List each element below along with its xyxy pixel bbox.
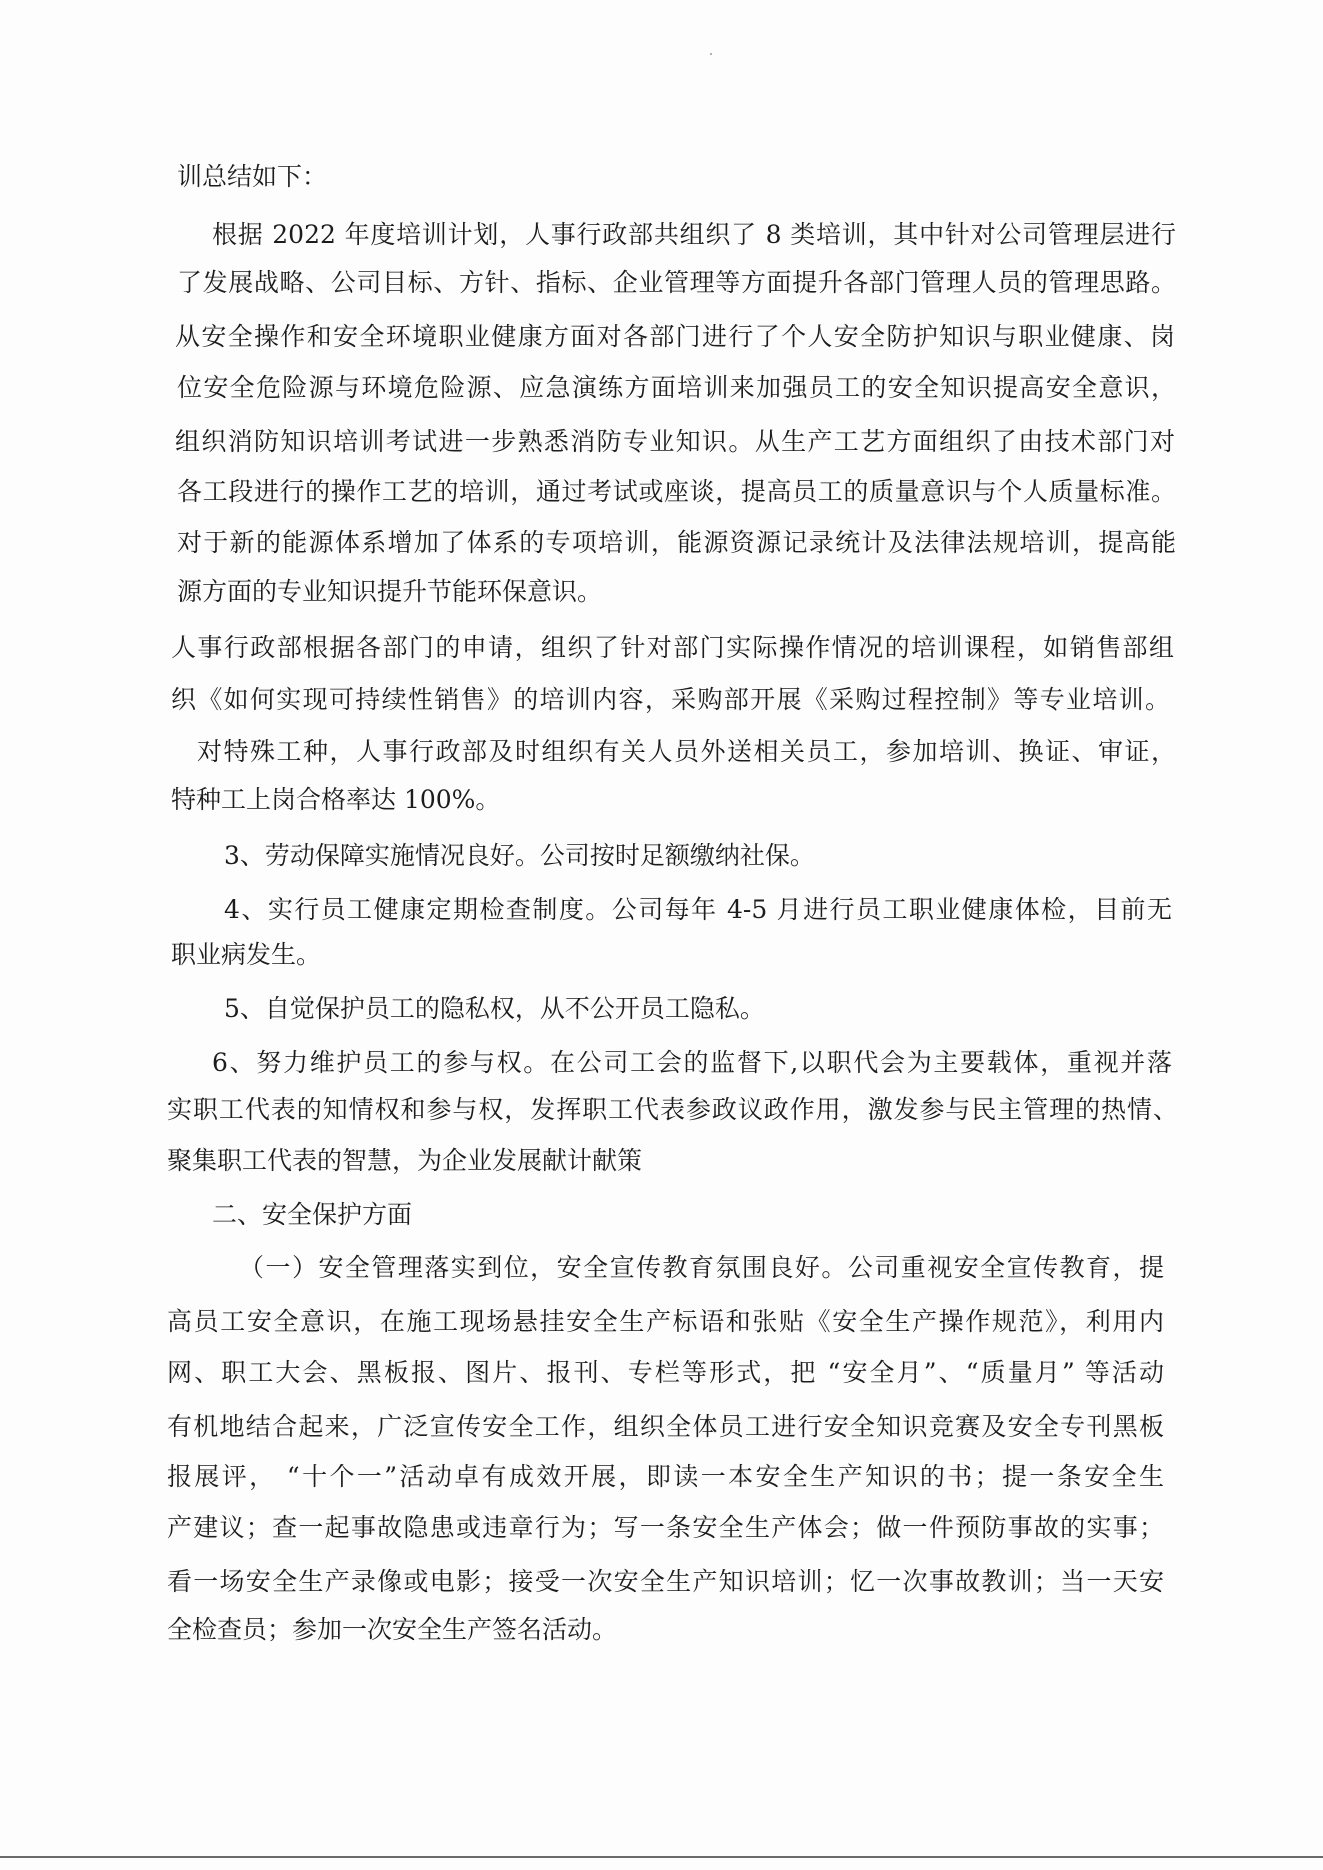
page-bottom-edge (0, 1856, 1323, 1858)
text-line-27: 产建议；查一起事故隐患或违章行为；写一条安全生产体会；做一件预防事故的实事； (167, 1513, 1164, 1542)
text-line-2: 根据 2022 年度培训计划，人事行政部共组织了 8 类培训，其中针对公司管理层进行 (212, 220, 1176, 249)
text-line-3: 了发展战略、公司目标、方针、指标、企业管理等方面提升各部门管理人员的管理思路。 (177, 268, 1176, 297)
text-line-10: 人事行政部根据各部门的申请，组织了针对部门实际操作情况的培训课程，如销售部组 (171, 633, 1174, 662)
text-line-22: （一）安全管理落实到位，安全宣传教育氛围良好。公司重视安全宣传教育，提 (239, 1253, 1164, 1282)
text-line-18: 6、努力维护员工的参与权。在公司工会的监督下,以职代会为主要载体，重视并落 (212, 1048, 1172, 1077)
text-line-13: 特种工上岗合格率达 100%。 (171, 785, 501, 814)
text-line-9: 源方面的专业知识提升节能环保意识。 (177, 577, 603, 606)
text-line-4: 从安全操作和安全环境职业健康方面对各部门进行了个人安全防护知识与职业健康、岗 (175, 322, 1175, 351)
text-line-1: 训总结如下： (177, 162, 328, 191)
text-line-14: 3、劳动保障实施情况良好。公司按时足额缴纳社保。 (224, 841, 815, 870)
text-line-26: 报展评， “十个一”活动卓有成效开展，即读一本安全生产知识的书；提一条安全生 (167, 1462, 1164, 1491)
scan-speck (710, 53, 712, 55)
text-line-12: 对特殊工种，人事行政部及时组织有关人员外送相关员工，参加培训、换证、审证， (197, 737, 1176, 766)
text-line-29: 全检查员；参加一次安全生产签名活动。 (167, 1615, 618, 1644)
text-line-11: 织《如何实现可持续性销售》的培训内容，采购部开展《采购过程控制》等专业培训。 (171, 685, 1170, 714)
text-line-15: 4、实行员工健康定期检查制度。公司每年 4-5 月进行员工职业健康体检，目前无 (224, 895, 1172, 924)
text-line-7: 各工段进行的操作工艺的培训，通过考试或座谈，提高员工的质量意识与个人质量标准。 (177, 477, 1176, 506)
text-line-25: 有机地结合起来，广泛宣传安全工作，组织全体员工进行安全知识竞赛及安全专刊黑板 (167, 1412, 1164, 1441)
text-line-20: 聚集职工代表的智慧，为企业发展献计献策 (167, 1146, 643, 1175)
text-line-6: 组织消防知识培训考试进一步熟悉消防专业知识。从生产工艺方面组织了由技术部门对 (175, 427, 1175, 456)
text-line-24: 网、职工大会、黑板报、图片、报刊、专栏等形式，把 “安全月”、“质量月” 等活动 (167, 1358, 1164, 1387)
text-line-17: 5、自觉保护员工的隐私权，从不公开员工隐私。 (224, 994, 765, 1023)
section-heading: 二、安全保护方面 (212, 1200, 413, 1229)
text-line-28: 看一场安全生产录像或电影；接受一次安全生产知识培训；忆一次事故教训；当一天安 (167, 1567, 1164, 1596)
text-line-16: 职业病发生。 (171, 940, 322, 969)
text-line-23: 高员工安全意识，在施工现场悬挂安全生产标语和张贴《安全生产操作规范》，利用内 (167, 1307, 1164, 1336)
text-line-5: 位安全危险源与环境危险源、应急演练方面培训来加强员工的安全知识提高安全意识， (177, 373, 1176, 402)
text-line-19: 实职工代表的知情权和参与权，发挥职工代表参政议政作用，激发参与民主管理的热情、 (167, 1095, 1178, 1124)
text-line-8: 对于新的能源体系增加了体系的专项培训，能源资源记录统计及法律法规培训，提高能 (177, 528, 1176, 557)
